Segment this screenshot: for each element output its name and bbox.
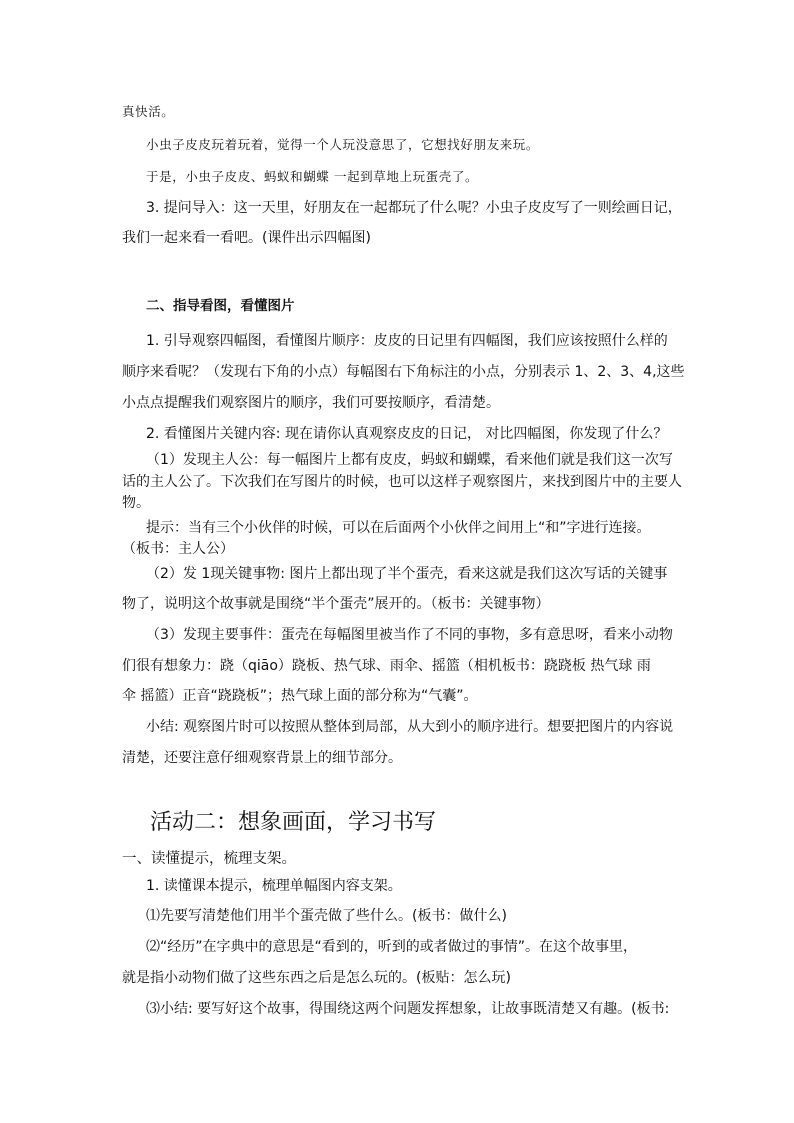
subsection-heading: 一、读懂提示，梳理支架。 (122, 851, 296, 867)
paragraph-line: ⑶小结: 要写好这个故事，得围绕这两个问题发挥想象，让故事既清楚又有趣。(板书: (146, 1001, 670, 1017)
paragraph-line: （3）发现主要事件：蛋壳在每幅图里被当作了不同的事物，多有意思呀，看来小动物 (146, 627, 673, 643)
paragraph-line: 小结: 观察图片时可以按照从整体到局部，从大到小的顺序进行。想要把图片的内容说 (146, 719, 674, 735)
paragraph-line: 话的主人公了。下次我们在写图片的时候，也可以这样子观察图片，来找到图片中的主要人 (122, 474, 682, 490)
paragraph-line: 3. 提问导入：这一天里，好朋友在一起都玩了什么呢？小虫子皮皮写了一则绘画日记， (146, 200, 682, 216)
paragraph-line: 物了，说明这个故事就是围绕“半个蛋壳”展开的。（板书：关键事物） (122, 596, 550, 612)
paragraph-line: 我们一起来看一看吧。(课件出示四幅图) (122, 230, 371, 246)
paragraph-line: 物。 (122, 495, 150, 511)
paragraph-line: 提示：当有三个小伙伴的时候，可以在后面两个小伙伴之间用上“和”字进行连接。 (146, 520, 651, 536)
paragraph-line: 于是，小虫子皮皮、蚂蚁和蝴蝶 一起到草地上玩蛋壳了。 (146, 169, 479, 184)
paragraph-line: 就是指小动物们做了这些东西之后是怎么玩的。(板贴：怎么玩) (122, 970, 511, 986)
paragraph-line: 清楚，还要注意仔细观察背景上的细节部分。 (122, 750, 402, 766)
paragraph-line: （2）发 1现关键事物: 图片上都出现了半个蛋壳，看来这就是我们这次写话的关键事 (146, 566, 668, 582)
paragraph-line: ⑵“经历”在字典中的意思是“看到的，听到的或者做过的事情”。在这个故事里， (146, 939, 638, 955)
paragraph-line: 顺序来看呢？（发现右下角的小点）每幅图右下角标注的小点，分别表示 1、2、3、4,这些 (122, 364, 685, 380)
paragraph-line: ⑴先要写清楚他们用半个蛋壳做了些什么。(板书：做什么) (146, 908, 507, 924)
paragraph-line: 真快活。 (122, 104, 175, 119)
paragraph-line: 1. 引导观察四幅图，看懂图片顺序：皮皮的日记里有四幅图，我们应该按照什么样的 (146, 333, 668, 349)
paragraph-line: 伞 摇篮）正音“跷跷板”；热气球上面的部分称为“气囊”。 (122, 688, 478, 704)
paragraph-line: 们很有想象力：跷（qiāo）跷板、热气球、雨伞、摇篮（相机板书：跷跷板 热气球 雨 (122, 658, 651, 674)
paragraph-line: 1. 读懂课本提示，梳理单幅图内容支架。 (146, 878, 402, 894)
paragraph-line: 小点点提醒我们观察图片的顺序，我们可要按顺序，看清楚。 (122, 395, 500, 411)
section-heading: 二、指导看图，看懂图片 (146, 298, 295, 314)
paragraph-line: （板书：主人公） (122, 541, 234, 557)
paragraph-line: 2. 看懂图片关键内容: 现在请你认真观察皮皮的日记， 对比四幅图，你发现了什么？ (146, 426, 668, 442)
paragraph-line: （1）发现主人公：每一幅图片上都有皮皮，蚂蚁和蝴蝶，看来他们就是我们这一次写 (146, 452, 673, 468)
activity-heading: 活动二：想象画面，学习书写 (150, 810, 437, 835)
paragraph-line: 小虫子皮皮玩着玩着，觉得一个人玩没意思了，它想找好朋友来玩。 (146, 137, 540, 152)
